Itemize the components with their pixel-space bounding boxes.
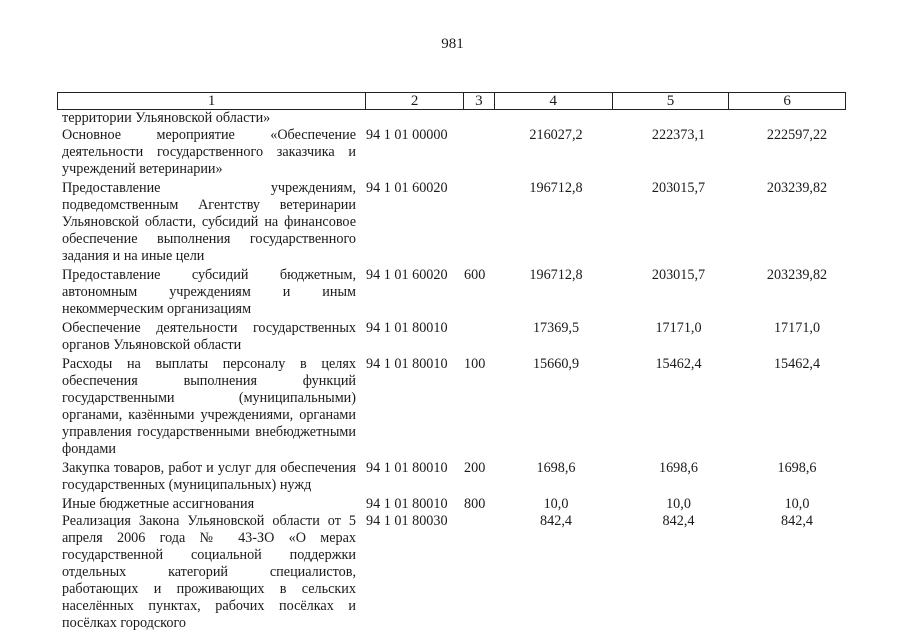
row-code: 94 1 01 60020 bbox=[366, 267, 448, 283]
row-description: Предоставление учреждениям, подведомственным Агентству ветеринарии Ульяновской области, субсидий на финансовое обеспечение выполнения государственного задания и на иные цели bbox=[62, 180, 356, 264]
table-row bbox=[62, 496, 852, 513]
header-col-6: 6 bbox=[783, 93, 791, 109]
row-value-col4: 17369,5 bbox=[532, 320, 580, 336]
table-row bbox=[62, 513, 852, 632]
header-col-1: 1 bbox=[58, 93, 366, 109]
table-row bbox=[62, 356, 852, 458]
table-row bbox=[62, 127, 852, 178]
table-row bbox=[62, 267, 852, 318]
row-code: 94 1 01 80030 bbox=[366, 513, 448, 529]
row-value-col5: 1698,6 bbox=[658, 460, 698, 476]
row-value-col4: 15660,9 bbox=[532, 356, 580, 372]
row-value-col4: 842,4 bbox=[540, 513, 572, 529]
row-value-col5: 10,0 bbox=[666, 496, 691, 512]
row-value-col4: 196712,8 bbox=[529, 267, 583, 283]
row-value-col4: 1698,6 bbox=[536, 460, 576, 476]
row-value-col5: 842,4 bbox=[662, 513, 695, 529]
row-code: 94 1 01 80010 bbox=[366, 460, 448, 476]
row-expense-type bbox=[460, 513, 491, 632]
header-col-4: 4 bbox=[495, 93, 613, 109]
row-expense-type: 600 bbox=[464, 267, 486, 283]
row-expense-type: 200 bbox=[464, 460, 486, 476]
header-col-3: 3 bbox=[464, 93, 495, 109]
row-description: Реализация Закона Ульяновской области от 5 апреля 2006 года № 43-ЗО «О мерах государственной социальной поддержки отдельных категорий специалистов, работающих и проживающих в сельских населённых пунктах, рабочих посёлках и посёлках городского bbox=[62, 513, 356, 631]
row-value-col6: 203239,82 bbox=[766, 267, 828, 283]
row-expense-type: 800 bbox=[464, 496, 486, 512]
row-value-col5: 222373,1 bbox=[651, 127, 706, 143]
row-description: Основное мероприятие «Обеспечение деятельности государственного заказчика и учреждений ветеринарии» bbox=[62, 127, 356, 177]
row-expense-type: 100 bbox=[464, 356, 486, 372]
page-number: 981 bbox=[441, 36, 464, 52]
row-value-col6: 222597,22 bbox=[766, 127, 828, 143]
row-expense-type bbox=[460, 320, 491, 354]
row-code: 94 1 01 60020 bbox=[366, 180, 448, 196]
row-value-col6: 10,0 bbox=[784, 496, 810, 512]
row-value-col4: 216027,2 bbox=[529, 127, 583, 143]
row-value-col4: 10,0 bbox=[543, 496, 569, 512]
row-description: Закупка товаров, работ и услуг для обеспечения государственных (муниципальных) нужд bbox=[62, 460, 356, 493]
table-row bbox=[62, 320, 852, 354]
lead-text: территории Ульяновской области» bbox=[62, 110, 271, 126]
row-value-col5: 203015,7 bbox=[651, 180, 706, 196]
table-body bbox=[62, 110, 852, 632]
row-expense-type bbox=[460, 180, 491, 265]
row-code: 94 1 01 80010 bbox=[366, 356, 448, 372]
lead-text-row bbox=[62, 110, 852, 127]
table-row bbox=[62, 180, 852, 265]
row-value-col6: 17171,0 bbox=[773, 320, 821, 336]
row-code: 94 1 01 00000 bbox=[366, 127, 448, 143]
row-value-col6: 1698,6 bbox=[777, 460, 817, 476]
row-value-col5: 203015,7 bbox=[651, 267, 706, 283]
row-value-col6: 15462,4 bbox=[773, 356, 821, 372]
row-code: 94 1 01 80010 bbox=[366, 496, 448, 512]
row-description: Предоставление субсидий бюджетным, автономным учреждениям и иным некоммерческим организациям bbox=[62, 267, 356, 317]
row-value-col5: 17171,0 bbox=[655, 320, 702, 336]
table-row bbox=[62, 460, 852, 494]
row-description: Расходы на выплаты персоналу в целях обеспечения выполнения функций государственными (муниципальными) органами, казёнными учреждениями, органами управления государственными внебюджетными фондами bbox=[62, 356, 356, 457]
row-code: 94 1 01 80010 bbox=[366, 320, 448, 336]
header-col-5: 5 bbox=[613, 93, 730, 109]
table-header bbox=[57, 92, 846, 110]
header-col-2: 2 bbox=[366, 93, 464, 109]
row-value-col6: 842,4 bbox=[781, 513, 813, 529]
row-value-col4: 196712,8 bbox=[529, 180, 583, 196]
row-description: Обеспечение деятельности государственных органов Ульяновской области bbox=[62, 320, 356, 353]
row-value-col5: 15462,4 bbox=[655, 356, 702, 372]
row-description: Иные бюджетные ассигнования bbox=[62, 496, 255, 512]
row-expense-type bbox=[460, 127, 491, 178]
row-value-col6: 203239,82 bbox=[766, 180, 828, 196]
